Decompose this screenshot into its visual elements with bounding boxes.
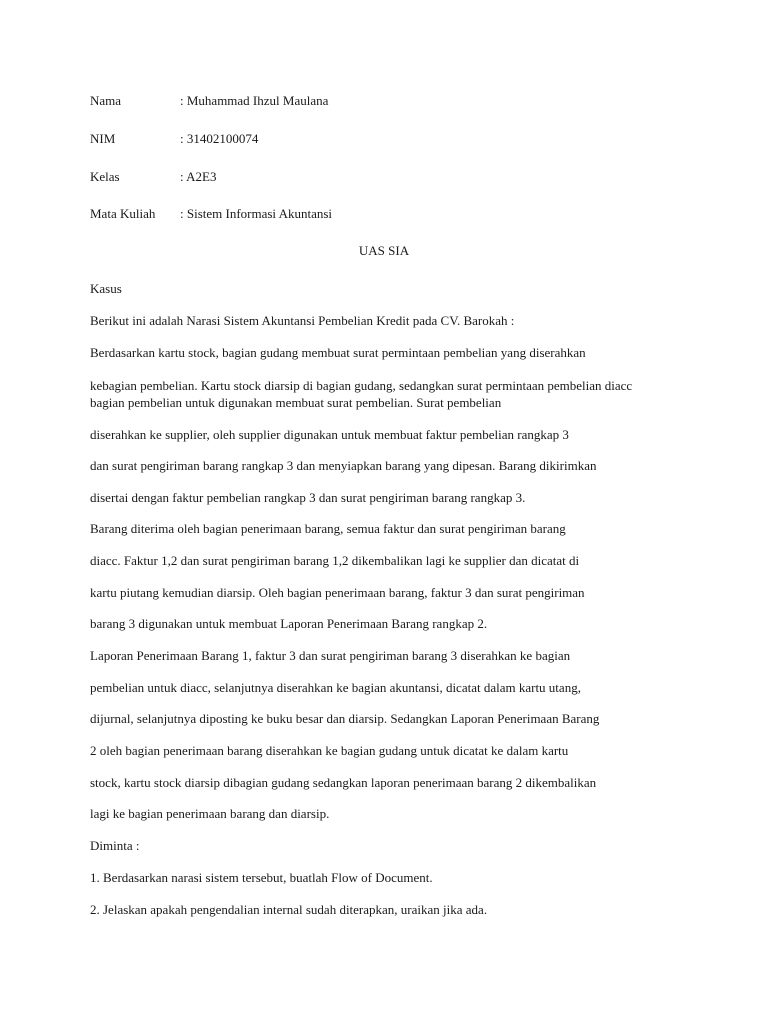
intro-paragraph: Berikut ini adalah Narasi Sistem Akuntansi Pembelian Kredit pada CV. Barokah : bbox=[90, 313, 515, 328]
narrative-line: 2 oleh bagian penerimaan barang diserahkan ke bagian gudang untuk dicatat ke dalam kartu bbox=[90, 743, 569, 758]
name-value: : Muhammad Ihzul Maulana bbox=[180, 93, 329, 108]
course-value: : Sistem Informasi Akuntansi bbox=[180, 206, 333, 221]
narrative-line: dijurnal, selanjutnya diposting ke buku besar dan diarsip. Sedangkan Laporan Penerimaan Barang bbox=[90, 711, 600, 726]
document-title: UAS SIA bbox=[358, 243, 410, 258]
narrative-line: bagian pembelian untuk digunakan membuat surat pembelian. Surat pembelian bbox=[90, 395, 502, 410]
nim-value: : 31402100074 bbox=[180, 131, 259, 146]
class-value: : A2E3 bbox=[180, 169, 217, 184]
narrative-line: pembelian untuk diacc, selanjutnya diserahkan ke bagian akuntansi, dicatat dalam kartu utang, bbox=[90, 680, 581, 695]
narrative-line: barang 3 digunakan untuk membuat Laporan Penerimaan Barang rangkap 2. bbox=[90, 616, 488, 631]
narrative-line: diserahkan ke supplier, oleh supplier digunakan untuk membuat faktur pembelian rangkap 3 bbox=[90, 427, 569, 442]
narrative-line: Laporan Penerimaan Barang 1, faktur 3 dan surat pengiriman barang 3 diserahkan ke bagian bbox=[90, 648, 571, 663]
kasus-heading: Kasus bbox=[90, 281, 122, 296]
task-item: 2. Jelaskan apakah pengendalian internal sudah diterapkan, uraikan jika ada. bbox=[90, 902, 488, 917]
class-label: Kelas bbox=[90, 169, 120, 184]
narrative-line: disertai dengan faktur pembelian rangkap 3 dan surat pengiriman barang rangkap 3. bbox=[90, 490, 526, 505]
narrative-line: dan surat pengiriman barang rangkap 3 dan menyiapkan barang yang dipesan. Barang dikirimkan bbox=[90, 458, 597, 473]
nim-label: NIM bbox=[90, 131, 116, 146]
narrative-line: diacc. Faktur 1,2 dan surat pengiriman barang 1,2 dikembalikan lagi ke supplier dan dicatat di bbox=[90, 553, 580, 568]
narrative-line: Berdasarkan kartu stock, bagian gudang membuat surat permintaan pembelian yang diserahkan bbox=[90, 345, 586, 360]
task-item: 1. Berdasarkan narasi sistem tersebut, buatlah Flow of Document. bbox=[90, 870, 433, 885]
narrative-line: lagi ke bagian penerimaan barang dan diarsip. bbox=[90, 806, 330, 821]
narrative-line: kartu piutang kemudian diarsip. Oleh bagian penerimaan barang, faktur 3 dan surat pengiriman bbox=[90, 585, 585, 600]
diminta-heading: Diminta : bbox=[90, 838, 140, 853]
narrative-line: kebagian pembelian. Kartu stock diarsip di bagian gudang, sedangkan surat permintaan pembelian diacc bbox=[90, 378, 633, 393]
name-label: Nama bbox=[90, 93, 122, 108]
course-label: Mata Kuliah bbox=[90, 206, 156, 221]
narrative-line: stock, kartu stock diarsip dibagian gudang sedangkan laporan penerimaan barang 2 dikembalikan bbox=[90, 775, 597, 790]
narrative-line: Barang diterima oleh bagian penerimaan barang, semua faktur dan surat pengiriman barang bbox=[90, 521, 566, 536]
